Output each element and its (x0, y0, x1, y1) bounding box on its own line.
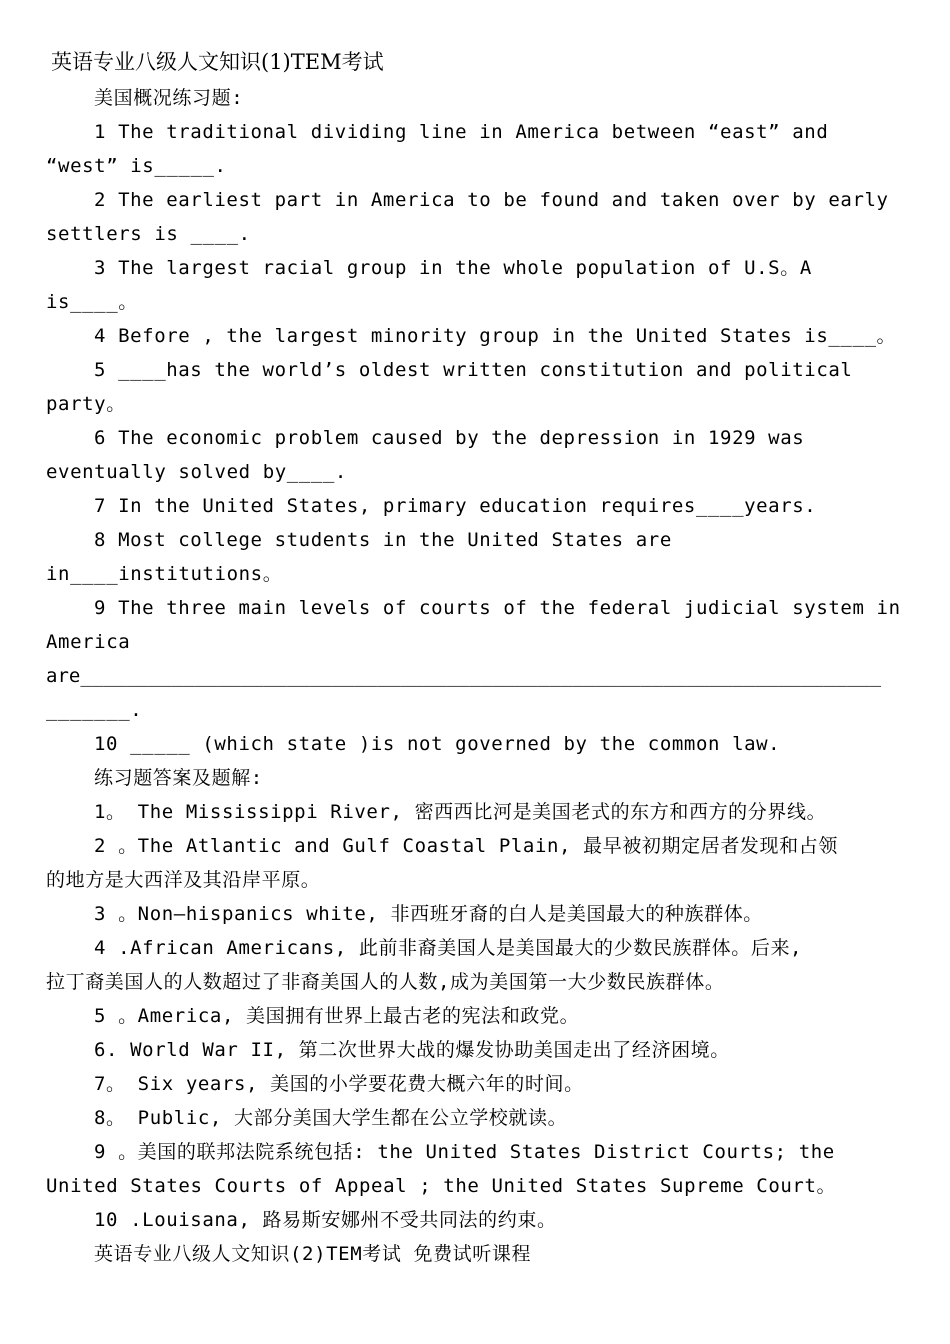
question-3-line-2: is____。 (46, 291, 138, 313)
question-7-line-1: 7 In the United States, primary education requires____years. (94, 495, 817, 517)
answer-2-line-2: 的地方是大西洋及其沿岸平原。 (46, 869, 321, 891)
question-8-line-1: 8 Most college students in the United States are (94, 529, 672, 551)
answer-9-line-2: United States Courts of Appeal ; the United States Supreme Court。 (46, 1175, 837, 1197)
question-3-line-1: 3 The largest racial group in the whole population of U.S。A (94, 257, 812, 279)
answer-4-line-1: 4 .African Americans, 此前非裔美国人是美国最大的少数民族群体。后来, (94, 937, 803, 959)
answer-7-line-1: 7。 Six years, 美国的小学要花费大概六年的时间。 (94, 1073, 584, 1095)
question-9-line-1: 9 The three main levels of courts of the federal judicial system in (94, 597, 901, 619)
section-heading-exercises: 美国概况练习题: (94, 87, 244, 109)
question-9-line-3: are______________________________________________________________________ (46, 665, 882, 687)
question-6-line-2: eventually solved by____. (46, 461, 347, 483)
question-2-line-2: settlers is ____. (46, 223, 251, 245)
question-8-line-2: in____institutions。 (46, 563, 283, 585)
answer-8-line-1: 8。 Public, 大部分美国大学生都在公立学校就读。 (94, 1107, 568, 1129)
answer-10-line-1: 10 .Louisana, 路易斯安娜州不受共同法的约束。 (94, 1209, 557, 1231)
answer-1-line-1: 1。 The Mississippi River, 密西西比河是美国老式的东方和西方的分界线。 (94, 801, 827, 823)
question-6-line-1: 6 The economic problem caused by the depression in 1929 was (94, 427, 805, 449)
answer-2-line-1: 2 。The Atlantic and Gulf Coastal Plain, 最早被初期定居者发现和占领 (94, 835, 838, 857)
question-9-line-2: America (46, 631, 131, 653)
answer-9-line-1: 9 。美国的联邦法院系统包括: the United States District Courts; the (94, 1141, 835, 1163)
question-1-line-1: 1 The traditional dividing line in America between “east” and (94, 121, 829, 143)
answer-5-line-1: 5 。America, 美国拥有世界上最古老的宪法和政党。 (94, 1005, 580, 1027)
answer-3-line-1: 3 。Non—hispanics white, 非西班牙裔的白人是美国最大的种族群体。 (94, 903, 763, 925)
footer-next-course: 英语专业八级人文知识(2)TEM考试 免费试听课程 (94, 1243, 532, 1265)
question-9-line-4: _______. (46, 699, 143, 721)
question-5-line-2: party。 (46, 393, 126, 415)
section-heading-answers: 练习题答案及题解: (94, 767, 263, 789)
answer-6-line-1: 6. World War II, 第二次世界大战的爆发协助美国走出了经济困境。 (94, 1039, 730, 1061)
page-title: 英语专业八级人文知识(1)TEM考试 (51, 50, 384, 74)
question-5-line-1: 5 ____has the world’s oldest written constitution and political (94, 359, 853, 381)
question-10-line-1: 10 _____ (which state )is not governed by the common law. (94, 733, 781, 755)
question-1-line-2: “west” is_____. (46, 155, 227, 177)
question-4-line-1: 4 Before , the largest minority group in the United States is____。 (94, 325, 897, 347)
answer-4-line-2: 拉丁裔美国人的人数超过了非裔美国人的人数,成为美国第一大少数民族群体。 (46, 971, 725, 993)
question-2-line-1: 2 The earliest part in America to be found and taken over by early (94, 189, 889, 211)
